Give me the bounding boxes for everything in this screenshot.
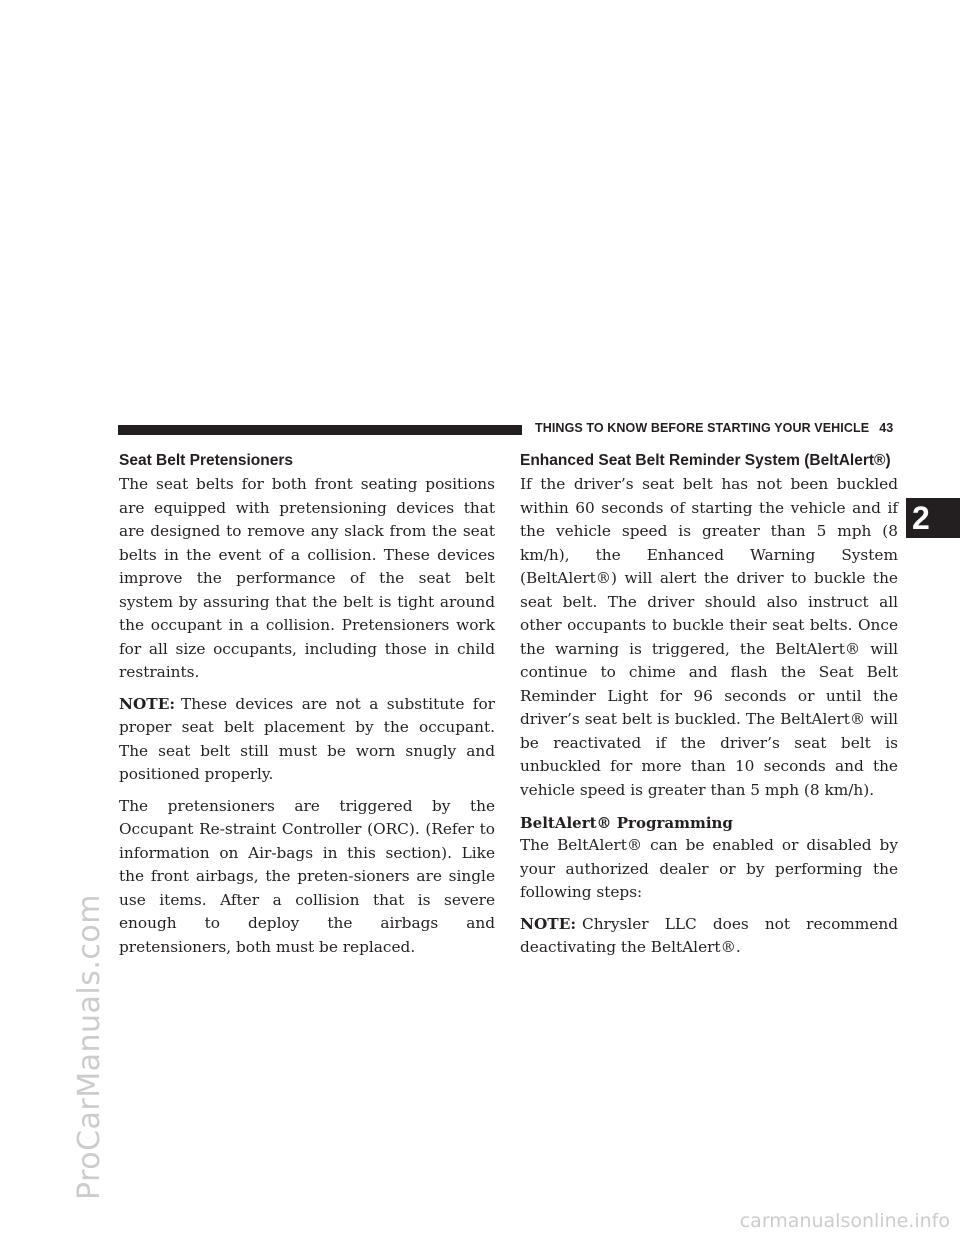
header-rule — [118, 425, 522, 435]
running-header — [535, 421, 893, 435]
pretensioners-heading: Seat Belt Pretensioners — [119, 452, 294, 469]
beltalert-paragraph-2: The BeltAlert® can be enabled or disabled by your authorized dealer or by performing the following steps: — [520, 836, 898, 901]
beltalert-note — [520, 913, 898, 960]
note-label: NOTE: — [119, 694, 175, 713]
right-column — [520, 451, 898, 968]
note-label: NOTE: — [520, 914, 576, 933]
pretensioners-paragraph-2: The pretensioners are triggered by the Occupant Re-straint Controller (ORC). (Refer to information on Air-bags in this section). Like the front airbags, the preten-sioners are single use items. After a collision that is severe enough to deploy the airbags and pretensioners, both must be replaced. — [119, 796, 495, 956]
bottom-watermark: carmanualsonline.info — [739, 1210, 950, 1232]
note-text: These devices are not a substitute for proper seat belt placement by the occupant. The seat belt still must be worn snugly and positioned properly. — [119, 694, 495, 783]
section-title: THINGS TO KNOW BEFORE STARTING YOUR VEHICLE — [535, 421, 870, 435]
chapter-tab: 2 — [906, 498, 960, 538]
note-text: Chrysler LLC does not recommend deactivating the BeltAlert®. — [520, 914, 898, 956]
pretensioners-paragraph-1: The seat belts for both front seating positions are equipped with pretensioning devices that are designed to remove any slack from the seat belts in the event of a collision. These devices improve the performance of the seat belt system by assuring that the belt is tight around the occupant in a collision. Pretensioners work for all size occupants, including those in child restraints. — [119, 475, 495, 681]
beltalert-paragraph-1: If the driver’s seat belt has not been buckled within 60 seconds of starting the vehicle and if the vehicle speed is greater than 5 mph (8 km/h), the Enhanced Warning System (BeltAlert®) will alert the driver to buckle the seat belt. The driver should also instruct all other occupants to buckle their seat belts. Once the warning is triggered, the BeltAlert® will continue to chime and flash the Seat Belt Reminder Light for 96 seconds or until the driver’s seat belt is buckled. The BeltAlert® will be reactivated if the driver’s seat belt is unbuckled for more than 10 seconds and the vehicle speed is greater than 5 mph (8 km/h). — [520, 475, 898, 799]
pretensioners-note — [119, 693, 495, 787]
side-watermark: ProCarManuals.com — [72, 893, 107, 1200]
beltalert-heading: Enhanced Seat Belt Reminder System (BeltAlert®) — [520, 452, 891, 469]
left-column — [119, 451, 495, 967]
beltalert-programming-subheading: BeltAlert® Programming — [520, 814, 733, 832]
page-number: 43 — [879, 421, 894, 435]
